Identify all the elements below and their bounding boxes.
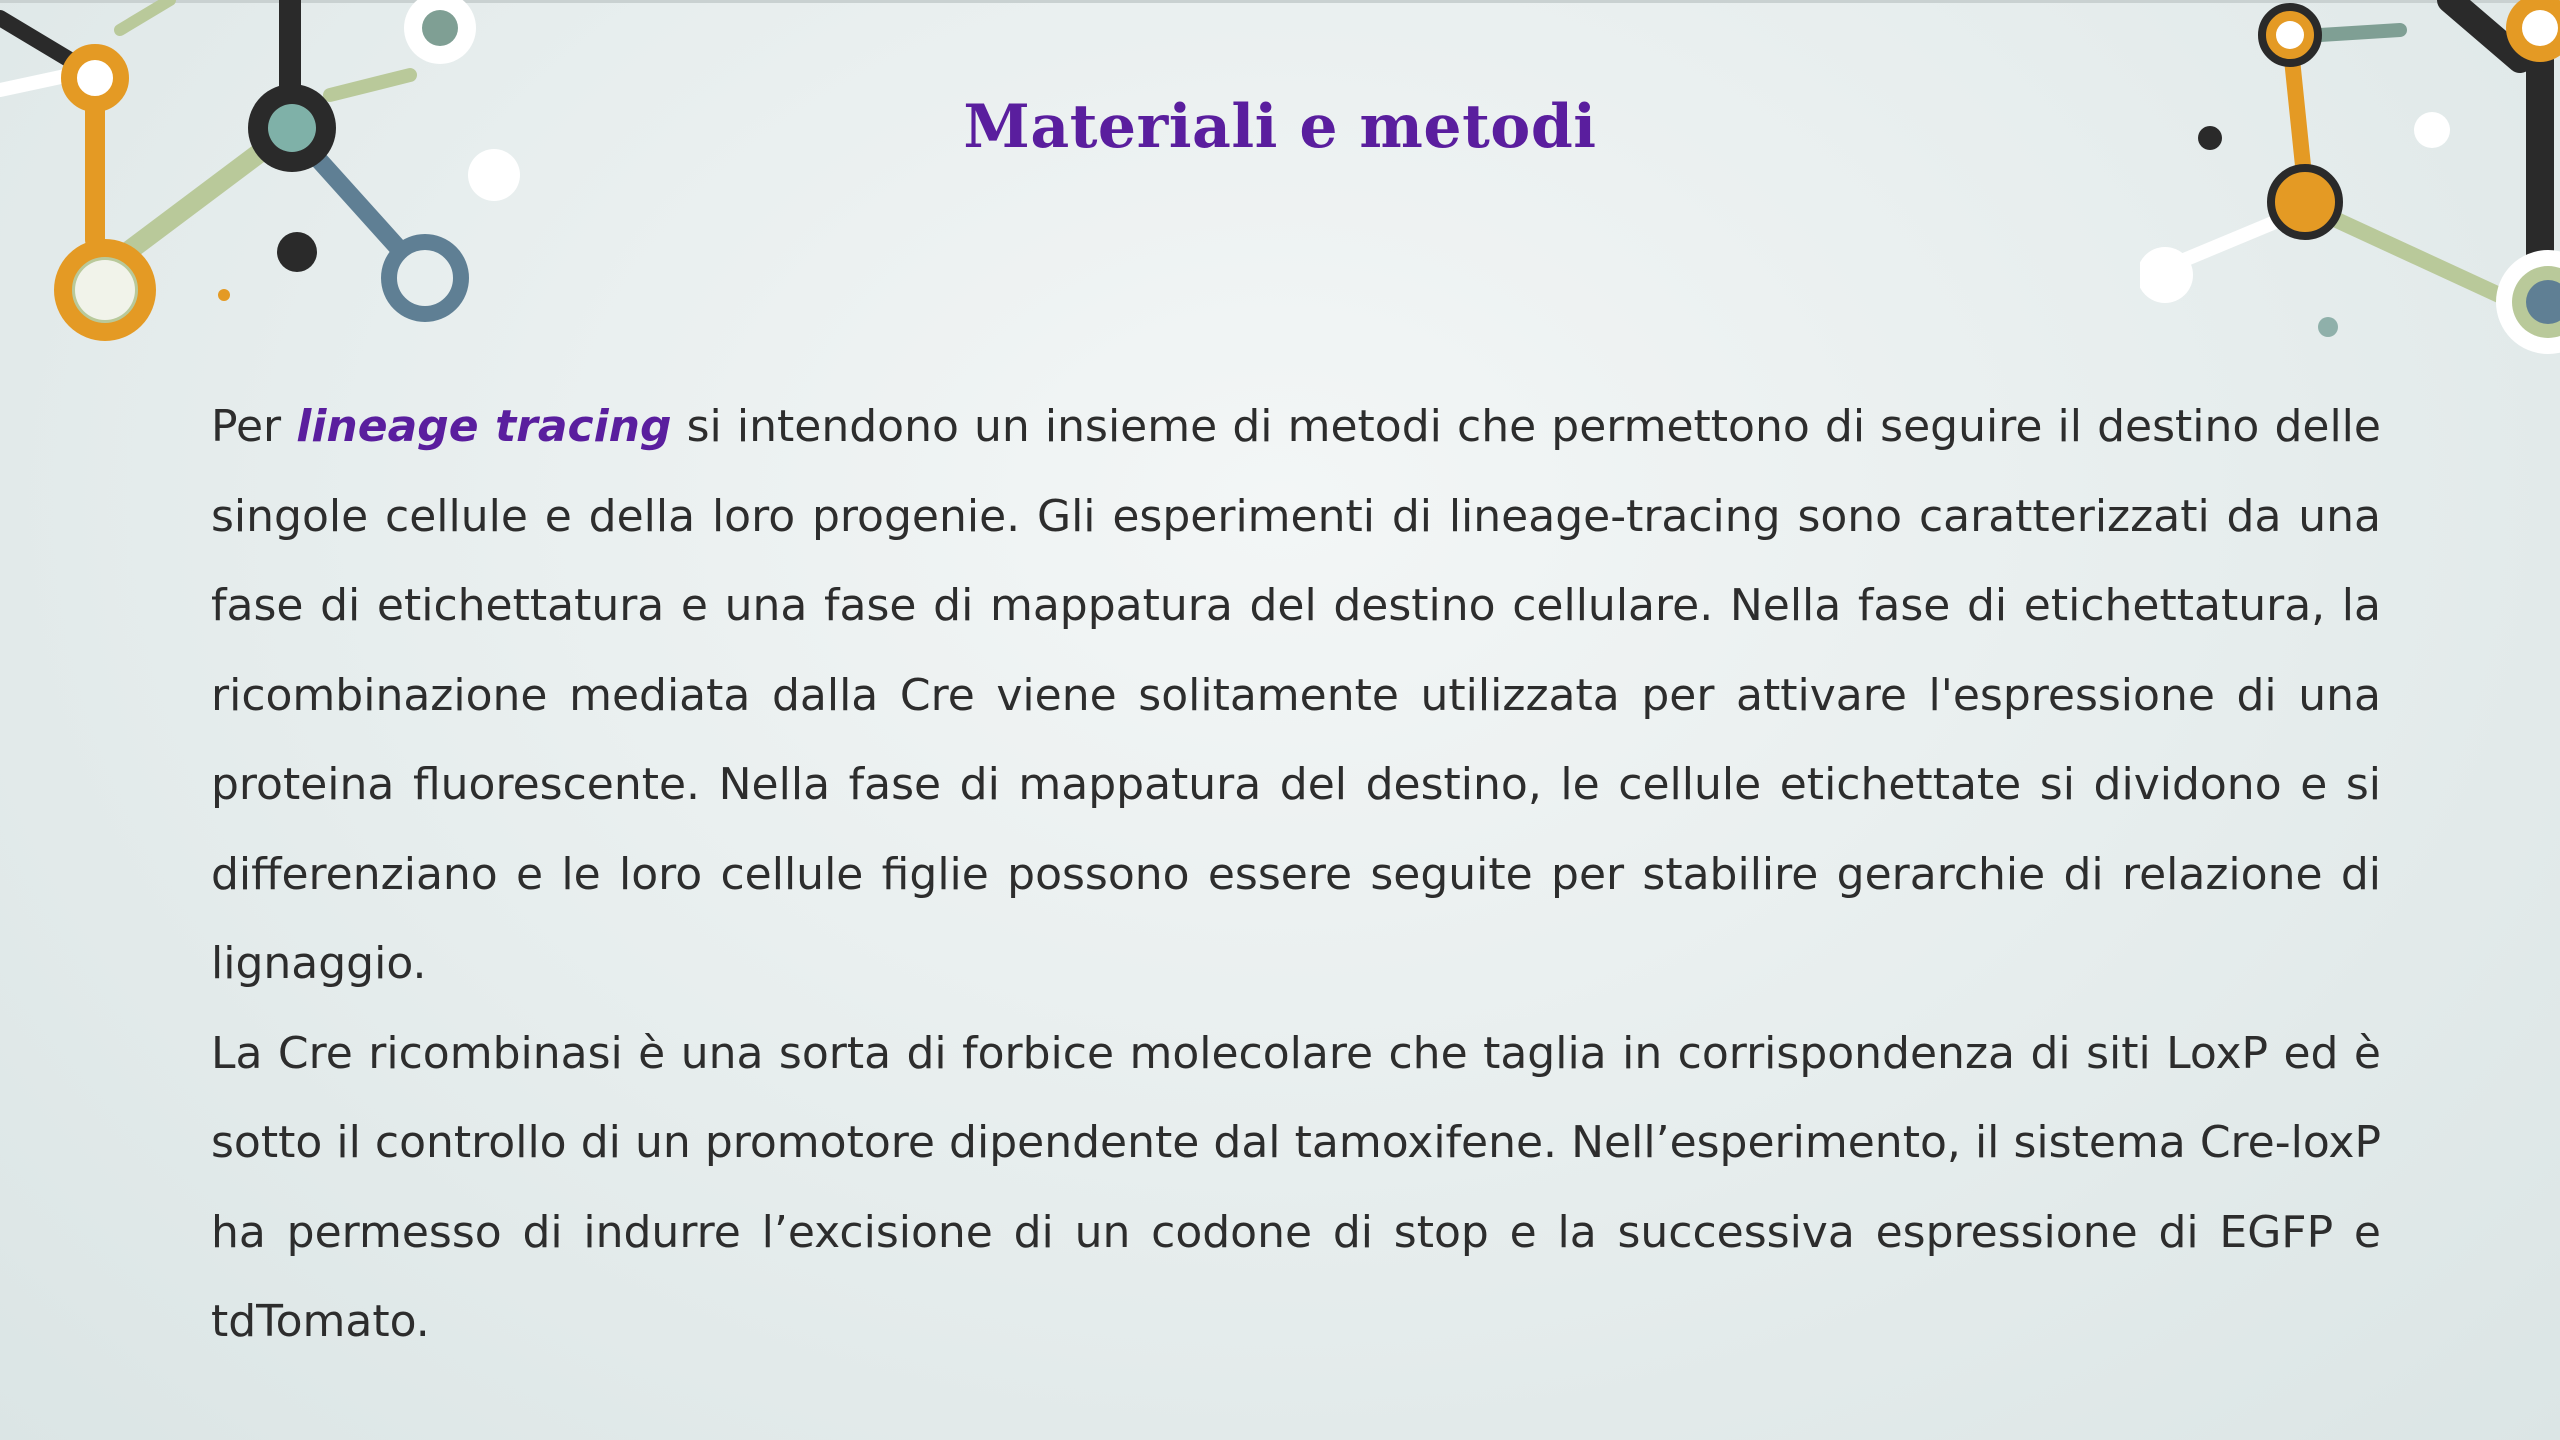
slide-body: [211, 382, 2381, 1367]
paragraph-text: si intendono un insieme di metodi che permettono di seguire il destino delle singole cellule e della loro progenie. Gli esperimenti di lineage-tracing sono caratterizzati da una fase di etichettatura e una fase di mappatura del destino cellulare. Nella fase di etichettatura, la ricombinazione mediata dalla Cre viene solitamente utilizzata per attivare l'espressione di una proteina fluorescente. Nella fase di mappatura del destino, le cellule etichettate si dividono e si differenziano e le loro cellule figlie possono essere seguite per stabilire gerarchie di relazione di lignaggio.: [211, 401, 2381, 989]
highlighted-term: lineage tracing: [296, 401, 672, 452]
paragraph-lead: Per: [211, 401, 297, 452]
molecule-decoration-right-icon: [2140, 0, 2560, 380]
molecule-decoration-left-icon: [0, 0, 560, 360]
slide-title: Materiali e metodi: [963, 92, 1597, 162]
paragraph-cre-recombinase: La Cre ricombinasi è una sorta di forbice molecolare che taglia in corrispondenza di siti LoxP ed è sotto il controllo di un promotore dipendente dal tamoxifene. Nell’esperimento, il sistema Cre-loxP ha permesso di indurre l’excisione di un codone di stop e la successiva espressione di EGFP e tdTomato.: [211, 1027, 2381, 1347]
paragraph-lineage-tracing: [211, 382, 2381, 1009]
